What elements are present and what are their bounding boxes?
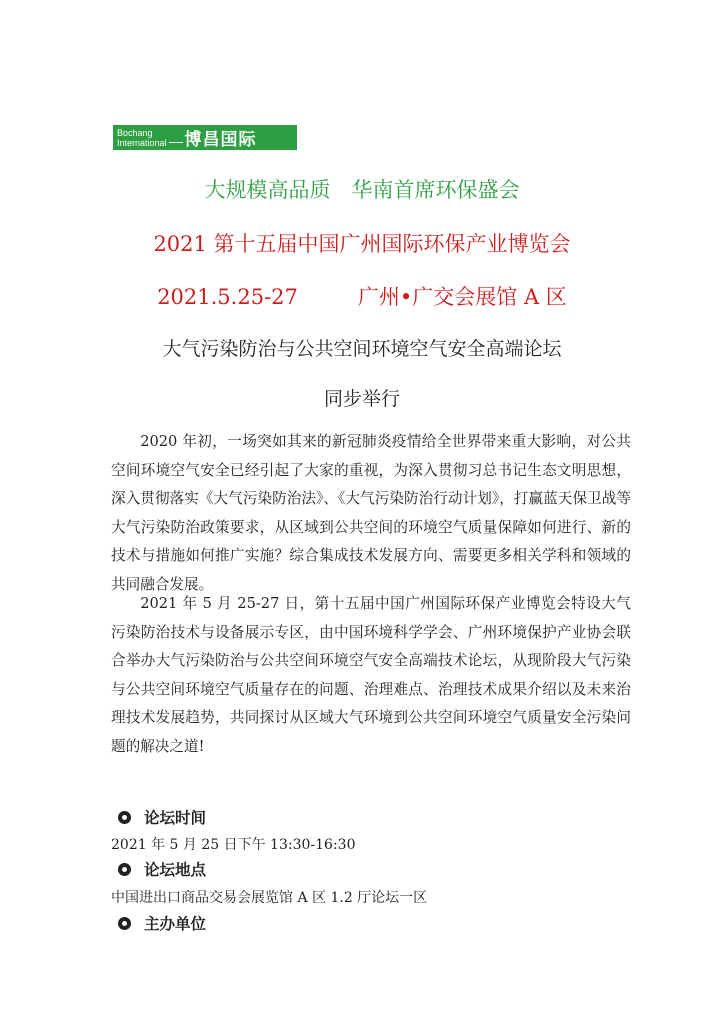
expo-dates: 2021.5.25-27 [157,285,298,309]
logo-divider [169,142,183,143]
bullet-icon [118,811,131,824]
section-label-place: 论坛地点 [144,861,207,879]
date-venue-line [0,281,724,311]
section-organizer [118,912,206,934]
slogan-heading: 大规模高品质 华南首席环保盛会 [204,178,520,202]
forum-place-value: 中国进出口商品交易会展览馆 A 区 1.2 厅论坛一区 [111,890,428,906]
section-forum-time [118,806,206,828]
section-label-time: 论坛时间 [144,809,207,827]
expo-title: 2021 第十五届中国广州国际环保产业博览会 [153,232,571,256]
bochang-logo [113,125,297,150]
forum-subtitle: 同步举行 [323,388,400,410]
expo-venue: 广州•广交会展馆 A 区 [357,285,567,309]
logo-en-line1: Bochang [117,127,153,138]
logo-chinese: 博昌国际 [184,130,257,150]
intro-paragraph-1: 2020 年初，一场突如其来的新冠肺炎疫情给全世界带来重大影响，对公共空间环境空气安全已经引起了大家的重视，为深入贯彻习总书记生态文明思想，深入贯彻落实《大气污染防治法》、《大气污染防治行动计划》，打赢蓝天保卫战等大气污染防治政策要求，从区域到公共空间的环境空气质量保障如何进行、新的技术与措施如何推广实施？综合集成技术发展方向、需要更多相关学科和领域的共同融合发展。 [111,433,631,593]
bullet-icon [118,917,131,930]
intro-paragraph-2: 2021 年 5 月 25-27 日，第十五届中国广州国际环保产业博览会特设大气污染防治技术与设备展示专区，由中国环境科学学会、广州环境保护产业协会联合举办大气污染防治与公共空间环境空气安全高端技术论坛，从现阶段大气污染与公共空间环境空气质量存在的问题、治理难点、治理技术成果介绍以及未来治理技术发展趋势，共同探讨从区域大气环境到公共空间环境空气质量安全污染问题的解决之道! [111,595,631,755]
forum-title: 大气污染防治与公共空间环境空气安全高端论坛 [162,338,562,360]
section-forum-place [118,858,206,880]
bullet-icon [118,863,131,876]
forum-time-value: 2021 年 5 月 25 日下午 13:30-16:30 [111,837,356,853]
logo-en-line2: International [117,137,167,148]
logo-english [117,128,167,148]
section-label-organizer: 主办单位 [144,915,207,933]
